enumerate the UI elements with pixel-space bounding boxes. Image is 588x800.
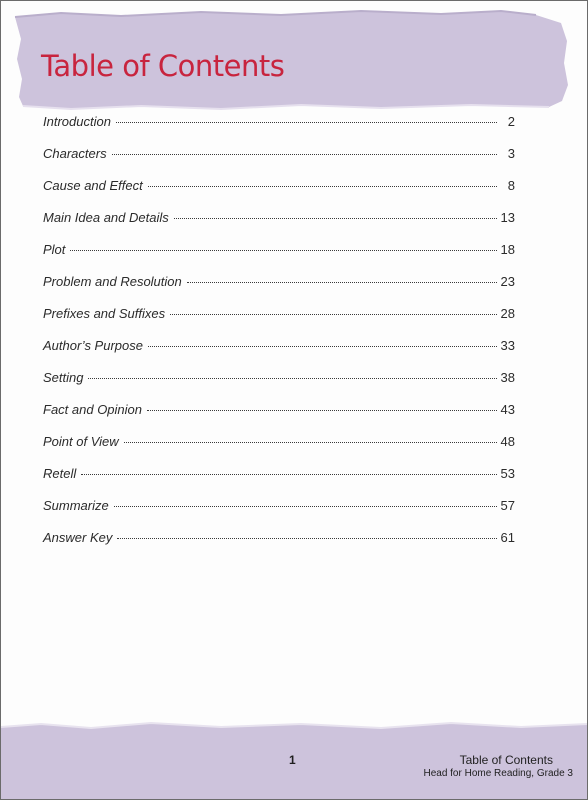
toc-entry-label: Prefixes and Suffixes bbox=[43, 306, 166, 321]
page-title: Table of Contents bbox=[41, 49, 285, 83]
toc-entry-label: Fact and Opinion bbox=[43, 402, 143, 417]
dot-leader bbox=[148, 346, 497, 347]
dot-leader bbox=[124, 442, 497, 443]
dot-leader bbox=[170, 314, 496, 315]
toc-entry-page-number: 33 bbox=[500, 338, 515, 353]
dot-leader bbox=[114, 506, 497, 507]
toc-entry-page-number: 57 bbox=[500, 498, 515, 513]
toc-entry-label: Answer Key bbox=[43, 530, 113, 545]
toc-entry-page-number: 23 bbox=[500, 274, 515, 289]
toc-entry-label: Introduction bbox=[43, 114, 111, 129]
toc-entry-introduction[interactable] bbox=[43, 114, 517, 146]
toc-entry-plot[interactable] bbox=[43, 242, 517, 274]
toc-entry-page-number: 18 bbox=[500, 242, 515, 257]
table-of-contents-list bbox=[43, 114, 517, 562]
footer-book-title: Head for Home Reading, Grade 3 bbox=[423, 768, 573, 779]
dot-leader bbox=[174, 218, 497, 219]
toc-entry-fact-and-opinion[interactable] bbox=[43, 402, 517, 434]
toc-entry-label: Main Idea and Details bbox=[43, 210, 169, 225]
dot-leader bbox=[148, 186, 497, 187]
dot-leader bbox=[81, 474, 496, 475]
toc-entry-page-number: 13 bbox=[500, 210, 515, 225]
toc-entry-retell[interactable] bbox=[43, 466, 517, 498]
toc-entry-page-number: 8 bbox=[507, 178, 515, 193]
toc-entry-label: Characters bbox=[43, 146, 107, 161]
dot-leader bbox=[88, 378, 496, 379]
toc-entry-authors-purpose[interactable] bbox=[43, 338, 517, 370]
toc-entry-label: Problem and Resolution bbox=[43, 274, 182, 289]
toc-entry-summarize[interactable] bbox=[43, 498, 517, 530]
toc-entry-page-number: 2 bbox=[507, 114, 515, 129]
toc-entry-page-number: 53 bbox=[500, 466, 515, 481]
toc-entry-page-number: 61 bbox=[500, 530, 515, 545]
footer-section-title: Table of Contents bbox=[459, 753, 553, 767]
toc-entry-cause-and-effect[interactable] bbox=[43, 178, 517, 210]
toc-entry-page-number: 38 bbox=[500, 370, 515, 385]
dot-leader bbox=[70, 250, 496, 251]
toc-entry-setting[interactable] bbox=[43, 370, 517, 402]
dot-leader bbox=[117, 538, 496, 539]
footer-page-number: 1 bbox=[289, 753, 296, 767]
dot-leader bbox=[112, 154, 497, 155]
toc-entry-page-number: 43 bbox=[500, 402, 515, 417]
toc-entry-page-number: 3 bbox=[507, 146, 515, 161]
dot-leader bbox=[187, 282, 497, 283]
toc-entry-label: Summarize bbox=[43, 498, 109, 513]
toc-entry-label: Point of View bbox=[43, 434, 119, 449]
toc-entry-label: Plot bbox=[43, 242, 66, 257]
toc-entry-characters[interactable] bbox=[43, 146, 517, 178]
toc-entry-answer-key[interactable] bbox=[43, 530, 517, 562]
toc-entry-label: Setting bbox=[43, 370, 84, 385]
toc-entry-page-number: 48 bbox=[500, 434, 515, 449]
toc-entry-point-of-view[interactable] bbox=[43, 434, 517, 466]
toc-entry-page-number: 28 bbox=[500, 306, 515, 321]
dot-leader bbox=[116, 122, 497, 123]
toc-entry-label: Cause and Effect bbox=[43, 178, 143, 193]
toc-entry-prefixes-and-suffixes[interactable] bbox=[43, 306, 517, 338]
toc-entry-problem-and-resolution[interactable] bbox=[43, 274, 517, 306]
dot-leader bbox=[147, 410, 497, 411]
toc-entry-label: Retell bbox=[43, 466, 77, 481]
toc-entry-label: Author’s Purpose bbox=[43, 338, 143, 353]
toc-entry-main-idea-and-details[interactable] bbox=[43, 210, 517, 242]
